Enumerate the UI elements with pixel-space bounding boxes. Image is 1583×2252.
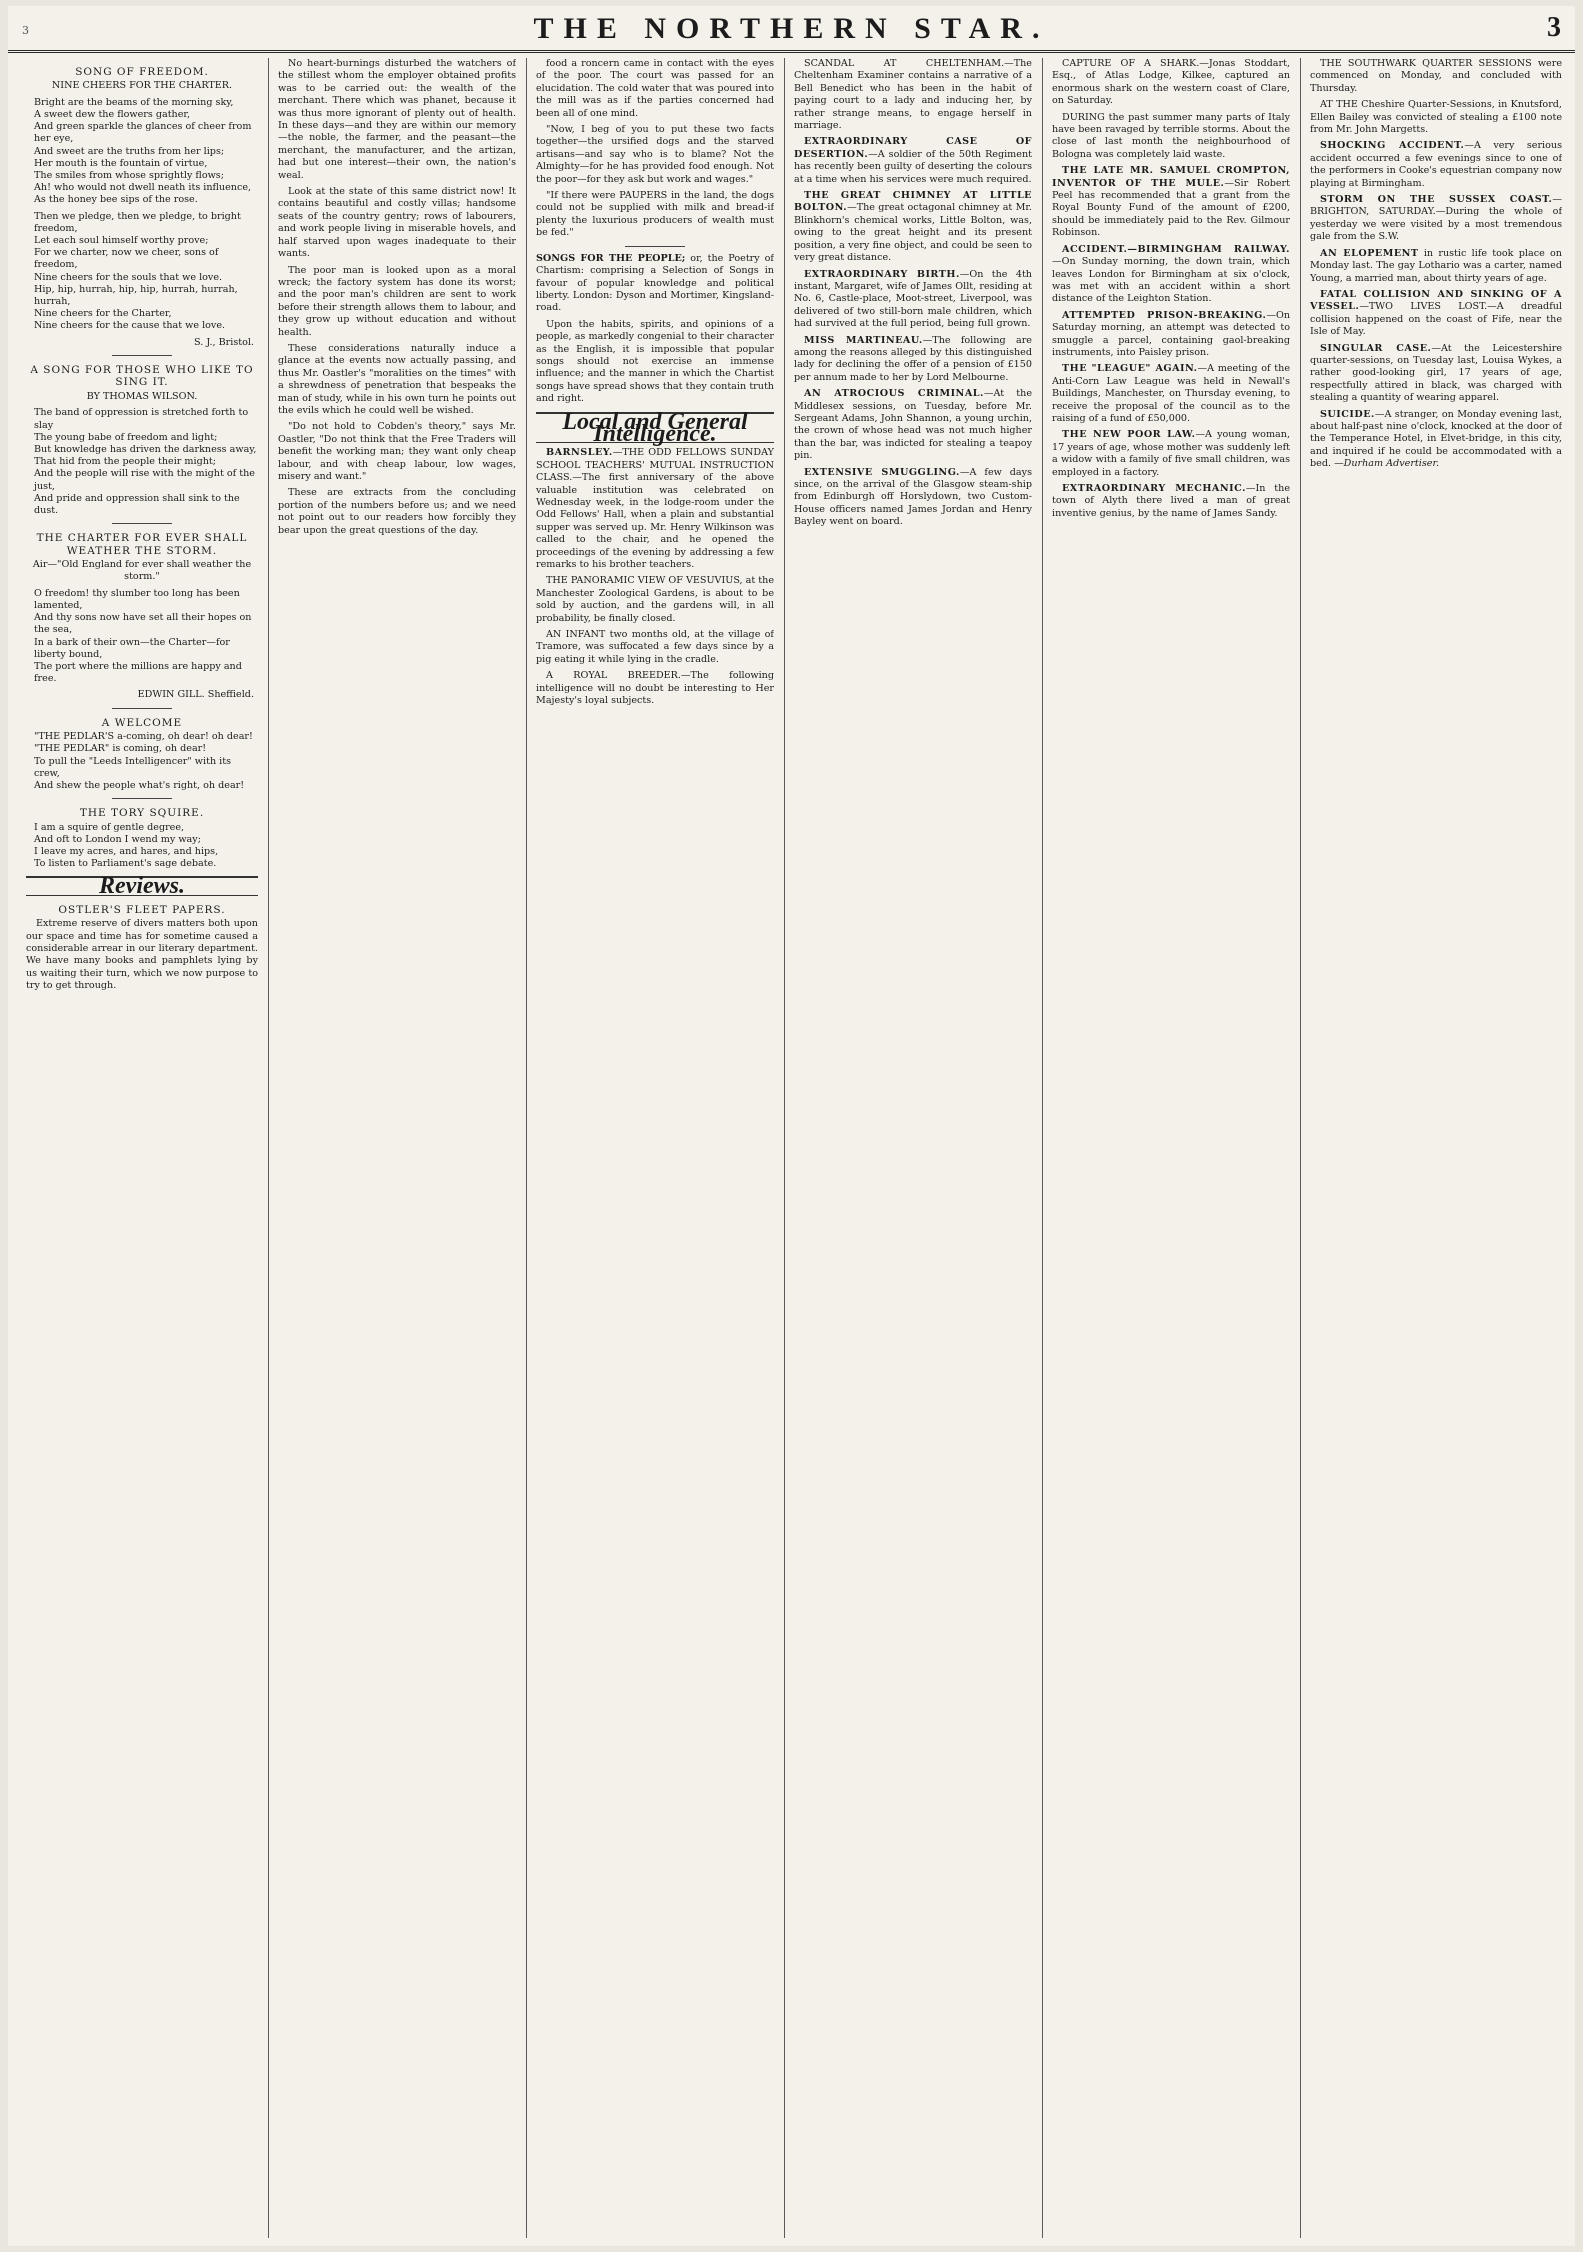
news-item: AT THE Cheshire Quarter-Sessions, in Knutsford, Ellen Bailey was convicted of stealing a £100 note from Mr. John Margetts.	[1310, 99, 1562, 136]
poem-stanza: Then we pledge, then we pledge, to bright freedom, Let each soul himself worthy prove; For we charter, now we cheer, sons of freedom, Nine cheers for the souls that we love. Hip, hip, hurrah, hip, hip, hurrah, hurrah, hurrah, Nine cheers for the Charter, Nine cheers for the cause that we love.	[34, 210, 241, 332]
news-item	[794, 467, 1032, 529]
news-body: in rustic life took place on Monday last. The gay Lothario was a carter, named Young, a married man, about thirty years of age.	[1310, 247, 1562, 284]
news-headline: AN ELOPEMENT	[1320, 247, 1419, 259]
article-paragraph: The poor man is looked upon as a moral wreck; the factory system has done its worst; and the poor man's children are sent to work before their strength allows them to labour, and they grow up without education and without health.	[278, 264, 516, 338]
article-paragraph: "If there were PAUPERS in the land, the dogs could not be supplied with milk and bread-if plenty the luxurious producers of wealth must be fed."	[536, 190, 774, 239]
poem-title: THE TORY SQUIRE.	[79, 807, 205, 820]
news-body: —At the Leicestershire quarter-sessions, on Tuesday last, Louisa Wykes, a rather good-looking girl, 17 years of age, respectfully attired in black, was charged with stealing a quantity of wearing apparel.	[1310, 342, 1562, 404]
news-headline: MISS MARTINEAU.	[804, 334, 923, 346]
review-paragraph: Extreme reserve of divers matters both upon our space and time has for sometime caused a considerable arrear in our literary department. We have many books and pamphlets lying by us waiting their turn, which we now purpose to try to get through.	[26, 918, 258, 992]
poem-stanza: "THE PEDLAR'S a-coming, oh dear! oh dear! "THE PEDLAR" is coming, oh dear! To pull the "Leeds Intelligencer" with its crew, And shew the people what's right, oh dear!	[34, 731, 253, 791]
review-subtitle: or, the Poetry of Chartism: comprising a Selection of Songs in favour of popular knowledge and political liberty. London: Dyson and Mortimer, Kingsland-road.	[536, 252, 774, 314]
news-body: —At the Middlesex sessions, on Tuesday, before Mr. Sergeant Adams, John Shannon, a young urchin, the crown of whose head was not much higher than the bar, was indicted for stealing a teapoy pin.	[794, 388, 1032, 462]
divider	[112, 708, 172, 709]
section-heading-reviews: Reviews.	[26, 876, 258, 895]
news-body: —A few days since, on the arrival of the Glasgow steam-ship from Edinburgh off Horslydown, two Custom-House officers named James Jordan and Henry Bayley went on board.	[794, 466, 1032, 528]
column-rule	[526, 58, 527, 2238]
newspaper-title: THE NORTHERN STAR.	[533, 12, 1050, 45]
column-rule	[1042, 58, 1043, 2238]
news-body: —In the town of Alyth there lived a man of great inventive genius, by the name of James Sandy.	[1052, 483, 1290, 519]
column-3	[536, 58, 774, 2238]
poem-title: A SONG FOR THOSE WHO LIKE TO SING IT.	[30, 364, 254, 389]
news-item	[1052, 310, 1290, 360]
news-item: A ROYAL BREEDER.—The following intelligence will no doubt be interesting to Her Majesty's loyal subjects.	[536, 670, 774, 707]
article-paragraph: These are extracts from the concluding portion of the numbers before us; and we need not point out to our readers how forcibly they bear upon the great questions of the day.	[278, 487, 516, 536]
news-headline: AN ATROCIOUS CRIMINAL.	[804, 388, 984, 400]
review-heading	[536, 253, 774, 315]
news-body: —Sir Robert Peel has recommended that a grant from the Royal Bounty Fund of the amount of £200, should be immediately paid to the Rev. Gilmour Robinson.	[1052, 177, 1290, 239]
news-headline: THE "LEAGUE" AGAIN.	[1062, 363, 1198, 375]
news-item	[794, 136, 1032, 186]
article-paragraph: Upon the habits, spirits, and opinions of a people, as markedly congenial to their character as the English, it is impossible that popular songs should not exercise an immense influence; and the manner in which the Chartist songs have spread shows that they contain truth and right.	[536, 318, 774, 405]
news-body: —A soldier of the 50th Regiment has recently been guilty of deserting the colours at a time when his services were much required.	[794, 148, 1032, 185]
news-headline: EXTRAORDINARY CASE OF DESERTION.	[794, 136, 1032, 160]
page-number: 3	[1547, 12, 1561, 43]
news-item	[794, 190, 1032, 264]
column-rule	[268, 58, 269, 2238]
news-item	[1052, 244, 1290, 306]
news-headline: ACCIDENT.—BIRMINGHAM RAILWAY.	[1062, 243, 1290, 255]
news-item: AN INFANT two months old, at the village of Tramore, was suffocated a few days since by a pig eating it while lying in the cradle.	[536, 629, 774, 665]
news-body: —On Saturday morning, an attempt was detected to smuggle a parcel, containing gaol-breaking instruments, into Paisley prison.	[1052, 309, 1290, 358]
article-paragraph: These considerations naturally induce a glance at the events now actually passing, and thus Mr. Oastler's "moralities on the times" with a shrewdness of penetration that bespeaks the man of study, while in his own turn he points out the evils which he could well be wished.	[278, 342, 516, 416]
news-headline: SHOCKING ACCIDENT.	[1320, 140, 1465, 152]
news-body: —On Sunday morning, the down train, which leaves London for Birmingham at six o'clock, was met with an accident within a short distance of the Leighton Station.	[1052, 256, 1290, 305]
news-item	[1310, 289, 1562, 339]
column-1	[26, 58, 258, 2238]
news-headline: EXTRAORDINARY BIRTH.	[804, 268, 960, 280]
poem-signature: EDWIN GILL. Sheffield.	[137, 689, 254, 701]
news-headline: SINGULAR CASE.	[1320, 342, 1432, 354]
news-headline: SUICIDE.	[1320, 408, 1375, 420]
news-item	[1310, 409, 1562, 471]
article-paragraph: "Now, I beg of you to put these two facts together—the ursified dogs and the starved artisans—and say who is to blame? Not the Almighty—for he has provided food enough. Not the poor—for they ask but work and wages."	[536, 124, 774, 185]
news-body: —A very serious accident occurred a few evenings since to one of the performers in Cooke's equestrian company now playing at Birmingham.	[1310, 140, 1562, 189]
news-item	[1052, 483, 1290, 520]
article-paragraph: Look at the state of this same district now! It contains beautiful and costly villas; handsome seats of the country gentry; rows of labourers, and work people living in miserable hovels, and half starved upon wages inadequate to their wants.	[278, 186, 516, 260]
news-headline: THE GREAT CHIMNEY AT LITTLE BOLTON.	[794, 190, 1032, 214]
newspaper-page	[8, 6, 1575, 2246]
news-body: —THE ODD FELLOWS SUNDAY SCHOOL TEACHERS' MUTUAL INSTRUCTION CLASS.—The first anniversary of the above valuable institution was celebrated on Wednesday week, in the lodge-room under the Odd Fellows' Hall, when a plain and substantial supper was served up. Mr. Henry Wilkinson was called to the chair, and he opened the proceedings of the evening by addressing a few remarks to his brother teachers.	[536, 447, 774, 571]
review-title: SONGS FOR THE PEOPLE;	[536, 252, 686, 264]
news-headline: ATTEMPTED PRISON-BREAKING.	[1062, 309, 1267, 321]
poem-stanza: Bright are the beams of the morning sky, A sweet dew the flowers gather, And green sparkle the glances of cheer from her eye, And sweet are the truths from her lips; Her mouth is the fountain of virtue, The smiles from whose sprightly flows; Ah! who would not dwell neath its influence, As the honey bee sips of the rose.	[34, 96, 252, 206]
column-4	[794, 58, 1032, 2238]
news-body: —On the 4th instant, Margaret, wife of James Ollt, residing at No. 6, Castle-place, Moot-street, Liverpool, was delivered of two still-born male children, which had survived at the full period, being full grown.	[794, 268, 1032, 330]
poem-title: A WELCOME	[101, 716, 183, 729]
news-headline: EXTENSIVE SMUGGLING.	[804, 466, 960, 478]
news-headline: THE NEW POOR LAW.	[1062, 429, 1196, 441]
column-2	[278, 58, 516, 2238]
divider	[112, 523, 172, 524]
news-headline: BARNSLEY.	[546, 447, 613, 459]
news-headline: FATAL COLLISION AND SINKING OF A VESSEL.	[1310, 288, 1562, 313]
section-heading-local: Local and General Intelligence.	[536, 412, 774, 444]
poem-title: THE CHARTER FOR EVER SHALL WEATHER THE STORM.	[36, 532, 248, 557]
review-title: OSTLER'S FLEET PAPERS.	[58, 903, 226, 916]
news-item	[794, 388, 1032, 462]
divider	[112, 355, 172, 356]
news-item: DURING the past summer many parts of Italy have been ravaged by terrible storms. About the close of last month the neighbourhood of Bologna was completely laid waste.	[1052, 111, 1290, 160]
poem-signature: S. J., Bristol.	[194, 336, 254, 348]
news-headline: STORM ON THE SUSSEX COAST.	[1320, 194, 1553, 206]
news-item: THE SOUTHWARK QUARTER SESSIONS were commenced on Monday, and concluded with Thursday.	[1310, 58, 1562, 94]
news-item	[1310, 343, 1562, 405]
news-body: —A young woman, 17 years of age, whose mother was suddenly left a widow with a family of five small children, was employed in a factory.	[1052, 429, 1290, 478]
poem-stanza: O freedom! thy slumber too long has been lamented, And thy sons now have set all their hopes on the sea, In a bark of their own—the Charter—for liberty bound, The port where the millions are happy and free.	[34, 587, 252, 685]
divider	[112, 798, 172, 799]
news-item	[794, 269, 1032, 331]
news-body: —TWO LIVES LOST.—A dreadful collision happened on the coast of Fife, near the Isle of May.	[1310, 301, 1562, 338]
news-item	[1310, 140, 1562, 190]
article-paragraph: "Do not hold to Cobden's theory," says Mr. Oastler, "Do not think that the Free Traders will benefit the working man; they want only cheap labour, and with cheap labour, low wages, misery and want."	[278, 421, 516, 482]
poem-subtitle: Air—"Old England for ever shall weather the storm."	[32, 558, 252, 583]
news-body: —The following are among the reasons alleged by this distinguished lady for declining the offer of a pension of £150 per annum made to her by Lord Melbourne.	[794, 334, 1032, 383]
news-item	[1052, 363, 1290, 425]
news-headline: EXTRAORDINARY MECHANIC.	[1062, 483, 1246, 494]
news-item: SCANDAL AT CHELTENHAM.—The Cheltenham Examiner contains a narrative of a Bell Benedict who has been in the habit of paying court to a lady and inducing her, by rather strange means, to engage herself in marriage.	[794, 58, 1032, 132]
column-rule	[784, 58, 785, 2238]
article-paragraph: food a roncern came in contact with the eyes of the poor. The court was passed for an elucidation. The cold water that was poured into the mill was as if the parties concerned had been all of one mind.	[536, 58, 774, 119]
news-item	[794, 335, 1032, 385]
masthead	[8, 6, 1575, 53]
news-item	[1052, 165, 1290, 239]
news-item	[1310, 248, 1562, 285]
news-item	[536, 447, 774, 571]
news-source: —Durham Advertiser.	[1334, 458, 1440, 470]
news-item	[1310, 194, 1562, 244]
news-body: —A meeting of the Anti-Corn Law League was held in Newall's Buildings, Manchester, on Thursday evening, to receive the proposal of the council as to the raising of a fund of £50,000.	[1052, 363, 1290, 424]
news-headline: THE LATE MR. SAMUEL CROMPTON, INVENTOR OF THE MULE.	[1052, 165, 1290, 189]
news-body: —The great octagonal chimney at Mr. Blinkhorn's chemical works, Little Bolton, was, owing to the great height and its present position, a very fine object, and could be seen to very great distance.	[794, 202, 1032, 264]
divider	[625, 246, 685, 247]
column-5	[1052, 58, 1290, 2238]
poem-stanza: I am a squire of gentle degree, And oft to London I wend my way; I leave my acres, and hares, and hips, To listen to Parliament's sage debate.	[34, 821, 219, 870]
news-item: THE PANORAMIC VIEW OF VESUVIUS, at the Manchester Zoological Gardens, is about to be sold by auction, and the gardens will, in all probability, be finally closed.	[536, 575, 774, 624]
poem-subtitle: BY THOMAS WILSON.	[86, 390, 198, 402]
poem-subtitle: NINE CHEERS FOR THE CHARTER.	[51, 80, 233, 92]
news-item	[1052, 429, 1290, 479]
poem-stanza: The band of oppression is stretched forth to slay The young babe of freedom and light; But knowledge has driven the darkness away, That hid from the people their might; And the people will rise with the might of the just, And pride and oppression shall sink to the dust.	[34, 407, 257, 516]
article-paragraph: No heart-burnings disturbed the watchers of the stillest whom the employer obtained profits was to be carried out: the wealth of the merchant. There which was phanet, because it was thus more ignorant of plenty out of health. In these days—and they are within our memory—the noble, the farmer, and the peasant—the merchant, the manufacturer, and the artizan, had but one interest—their own, the nation's weal.	[278, 58, 516, 181]
poem-title: SONG OF FREEDOM.	[75, 66, 209, 78]
column-rule	[1300, 58, 1301, 2238]
column-6	[1310, 58, 1562, 2238]
news-item: CAPTURE OF A SHARK.—Jonas Stoddart, Esq., of Atlas Lodge, Kilkee, captured an enormous shark on the western coast of Clare, on Saturday.	[1052, 58, 1290, 107]
news-body: —A stranger, on Monday evening last, about half-past nine o'clock, knocked at the door of the Temperance Hotel, in Elvet-bridge, in this city, and inquired if he could be accommodated with a bed.	[1310, 408, 1562, 470]
corner-mark: 3	[22, 24, 29, 37]
news-body: —BRIGHTON, SATURDAY.—During the whole of yesterday we were visited by a most tremendous gale from the S.W.	[1310, 194, 1562, 243]
